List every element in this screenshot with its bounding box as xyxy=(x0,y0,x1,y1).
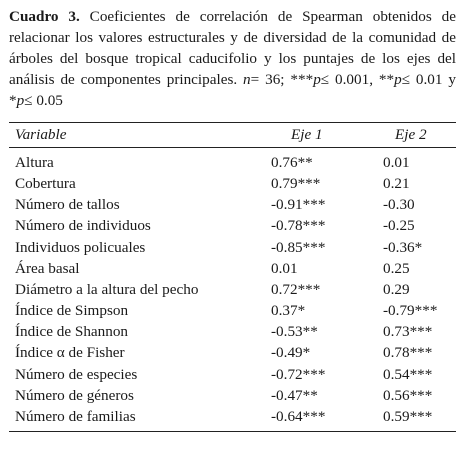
cell-eje-1: 0.37* xyxy=(271,302,306,320)
cell-variable: Número de tallos xyxy=(15,196,120,214)
caption-text: ≤ 0.05 xyxy=(24,92,63,109)
table-row xyxy=(9,173,456,194)
cell-eje-1: -0.53** xyxy=(271,323,318,341)
cell-eje-2: 0.73*** xyxy=(383,323,433,341)
cell-eje-2: -0.79*** xyxy=(383,302,438,320)
header-eje-2: Eje 2 xyxy=(363,123,456,148)
table-caption xyxy=(9,6,456,111)
cell-variable: Número de géneros xyxy=(15,386,134,404)
caption-text: Coeficientes de correlación de Spearman obtenidos de relacionar los valores estructurales y de diversidad de la comunidad de árboles del bosque tropical caducifolio y los puntajes de los ejes del análisis de componentes principales. xyxy=(9,8,457,88)
cell-eje-1: 0.79*** xyxy=(271,175,321,193)
caption-p: p xyxy=(313,71,321,88)
cell-variable: Área basal xyxy=(15,259,80,277)
cell-variable: Altura xyxy=(15,154,54,171)
table-row xyxy=(9,364,456,385)
cell-eje-2: 0.25 xyxy=(383,259,410,277)
cell-eje-2: 0.78*** xyxy=(383,344,433,362)
cell-variable: Número de especies xyxy=(15,365,138,383)
table-row xyxy=(9,237,456,258)
table-row xyxy=(9,148,456,174)
cell-eje-2: 0.21 xyxy=(383,175,410,193)
cell-eje-1: 0.01 xyxy=(271,259,298,277)
caption-text: = 36; *** xyxy=(250,71,314,88)
table-row xyxy=(9,258,456,279)
cell-eje-1: -0.64*** xyxy=(257,406,363,432)
cell-variable: Individuos policuales xyxy=(15,238,146,256)
cell-variable: Número de individuos xyxy=(15,217,151,235)
cell-eje-2: -0.36* xyxy=(383,238,423,256)
cell-eje-1: -0.49* xyxy=(271,344,311,362)
cell-eje-1: -0.85*** xyxy=(271,238,326,256)
cell-variable: Índice de Shannon xyxy=(15,323,129,341)
cell-eje-2: 0.01 xyxy=(383,154,410,171)
table-row xyxy=(9,215,456,236)
cell-eje-2: -0.25 xyxy=(383,217,415,235)
cell-variable: Número de familias xyxy=(9,406,257,432)
table-row xyxy=(9,321,456,342)
caption-p: p xyxy=(394,71,402,88)
cell-eje-1: 0.76** xyxy=(271,154,313,171)
cell-eje-1: -0.91*** xyxy=(271,196,326,214)
header-eje-1: Eje 1 xyxy=(257,123,363,148)
cell-variable: Índice α de Fisher xyxy=(15,344,125,362)
cell-variable: Índice de Simpson xyxy=(15,302,129,320)
cell-eje-1: 0.72*** xyxy=(271,280,321,298)
table-row xyxy=(9,342,456,363)
cell-eje-2: 0.56*** xyxy=(383,386,433,404)
cell-variable: Diámetro a la altura del pecho xyxy=(15,280,199,298)
cell-variable: Cobertura xyxy=(15,175,76,193)
table-row xyxy=(9,385,456,406)
caption-text: ≤ 0.001, ** xyxy=(320,71,395,88)
cell-eje-2: -0.30 xyxy=(383,196,415,214)
table-row xyxy=(9,279,456,300)
table-row xyxy=(9,300,456,321)
caption-n: n xyxy=(243,71,251,88)
table-row xyxy=(9,194,456,215)
table-header-row xyxy=(9,123,456,148)
table-row xyxy=(9,406,456,432)
cell-eje-2: 0.54*** xyxy=(383,365,433,383)
cell-eje-1: -0.72*** xyxy=(271,365,326,383)
cell-eje-2: 0.59*** xyxy=(363,406,456,432)
caption-label: Cuadro 3. xyxy=(9,8,80,25)
table-body xyxy=(9,148,456,432)
cell-eje-1: -0.47** xyxy=(271,386,318,404)
header-variable: Variable xyxy=(9,123,257,148)
cell-eje-2: 0.29 xyxy=(383,280,410,298)
caption-p: p xyxy=(16,92,25,109)
caption-text: ≤ 0.01 y * xyxy=(9,71,456,109)
correlation-table xyxy=(9,122,456,432)
cell-eje-1: -0.78*** xyxy=(271,217,326,235)
